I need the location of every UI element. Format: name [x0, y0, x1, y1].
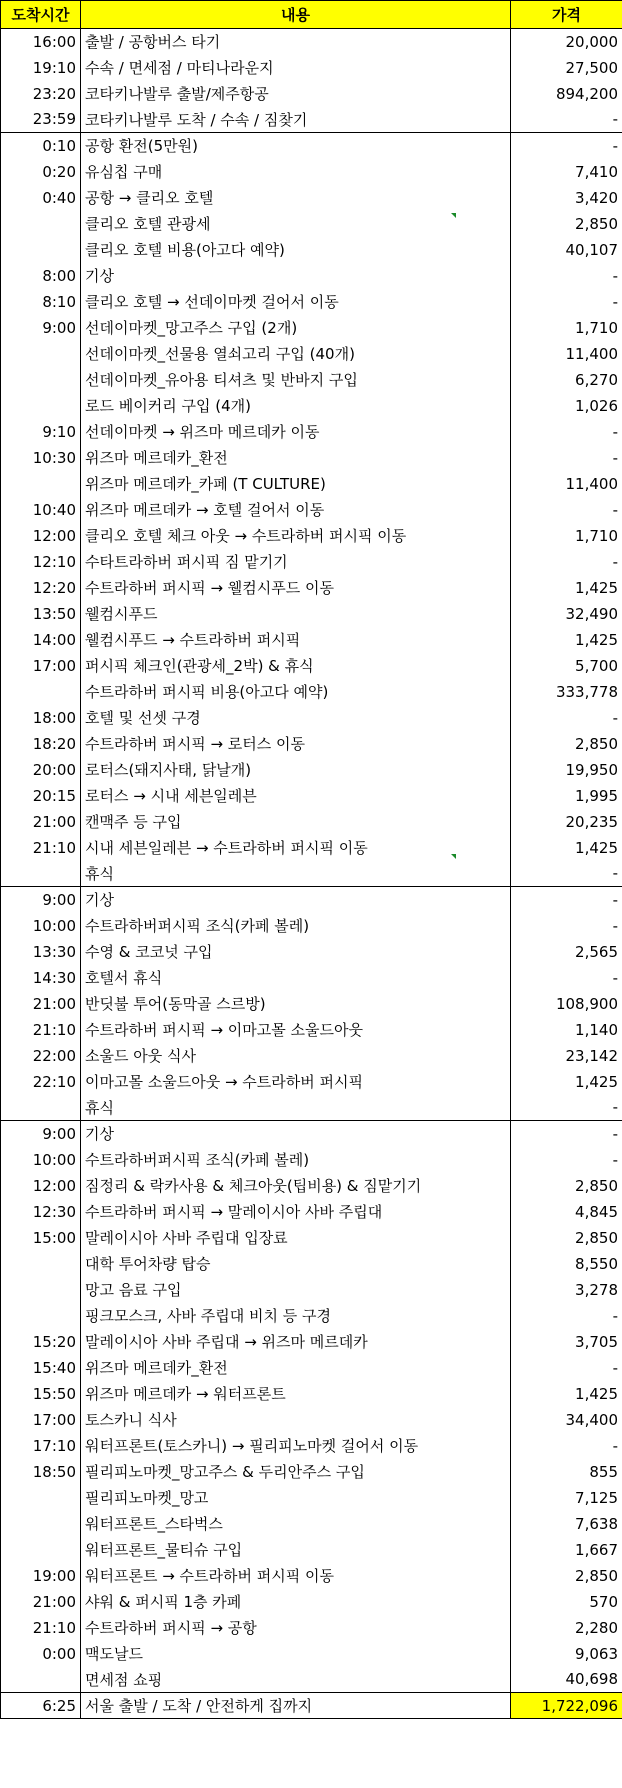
description-cell[interactable]: 웰컴시푸드 → 수트라하버 퍼시픽 — [81, 627, 511, 653]
arrival-time-cell[interactable]: 21:10 — [1, 1615, 81, 1641]
arrival-time-cell[interactable]: 14:00 — [1, 627, 81, 653]
price-cell[interactable]: - — [511, 913, 622, 939]
arrival-time-cell[interactable]: 18:00 — [1, 705, 81, 731]
description-cell[interactable]: 수트라하버퍼시픽 조식(카페 볼레) — [81, 913, 511, 939]
description-cell[interactable]: 공항 → 클리오 호텔 — [81, 185, 511, 211]
price-cell[interactable]: - — [511, 861, 622, 887]
description-cell[interactable]: 출발 / 공항버스 타기 — [81, 29, 511, 55]
table-row — [1, 289, 622, 315]
arrival-time-cell[interactable]: 19:00 — [1, 1563, 81, 1589]
arrival-time-cell[interactable]: 10:40 — [1, 497, 81, 523]
description-cell[interactable]: 수트라하버 퍼시픽 → 로터스 이동 — [81, 731, 511, 757]
description-cell[interactable]: 캔맥주 등 구입 — [81, 809, 511, 835]
price-cell[interactable]: 570 — [511, 1589, 622, 1615]
arrival-time-cell[interactable] — [1, 1667, 81, 1693]
description-cell[interactable]: 유심칩 구매 — [81, 159, 511, 185]
price-cell[interactable]: 1,026 — [511, 393, 622, 419]
table-row — [1, 471, 622, 497]
description-cell[interactable]: 로터스(돼지사태, 닭날개) — [81, 757, 511, 783]
arrival-time-cell[interactable] — [1, 1303, 81, 1329]
arrival-time-cell[interactable]: 22:10 — [1, 1069, 81, 1095]
table-row — [1, 1589, 622, 1615]
total-time-cell[interactable]: 6:25 — [1, 1693, 81, 1719]
description-cell[interactable]: 토스카니 식사 — [81, 1407, 511, 1433]
price-cell[interactable]: 1,425 — [511, 1069, 622, 1095]
description-cell[interactable]: 수트라하버 퍼시픽 → 웰컴시푸드 이동 — [81, 575, 511, 601]
table-row — [1, 913, 622, 939]
table-row — [1, 1537, 622, 1563]
table-row — [1, 809, 622, 835]
price-cell[interactable]: 19,950 — [511, 757, 622, 783]
table-row — [1, 1407, 622, 1433]
price-cell[interactable]: 2,850 — [511, 1173, 622, 1199]
price-cell[interactable]: - — [511, 107, 622, 133]
arrival-time-cell[interactable]: 23:20 — [1, 81, 81, 107]
table-row — [1, 1173, 622, 1199]
description-cell[interactable]: 위즈마 메르데카 → 워터프론트 — [81, 1381, 511, 1407]
table-row — [1, 419, 622, 445]
price-cell[interactable]: 7,125 — [511, 1485, 622, 1511]
description-cell[interactable]: 짐정리 & 락카사용 & 체크아웃(팁비용) & 짐맡기기 — [81, 1173, 511, 1199]
description-cell[interactable]: 위즈마 메르데카_환전 — [81, 1355, 511, 1381]
arrival-time-cell[interactable]: 22:00 — [1, 1043, 81, 1069]
price-cell[interactable]: - — [511, 1355, 622, 1381]
price-cell[interactable]: - — [511, 1147, 622, 1173]
total-row — [1, 1693, 622, 1719]
comment-marker — [451, 213, 456, 218]
arrival-time-cell[interactable]: 21:00 — [1, 991, 81, 1017]
arrival-time-cell[interactable]: 14:30 — [1, 965, 81, 991]
price-cell[interactable]: 6,270 — [511, 367, 622, 393]
price-cell[interactable]: 894,200 — [511, 81, 622, 107]
arrival-time-cell[interactable]: 9:10 — [1, 419, 81, 445]
price-cell[interactable]: 40,698 — [511, 1667, 622, 1693]
table-row — [1, 731, 622, 757]
table-row — [1, 1485, 622, 1511]
arrival-time-cell[interactable]: 9:00 — [1, 1121, 81, 1147]
arrival-time-cell[interactable]: 10:00 — [1, 913, 81, 939]
table-row — [1, 991, 622, 1017]
table-row — [1, 29, 622, 55]
description-cell[interactable]: 로드 베이커리 구입 (4개) — [81, 393, 511, 419]
price-cell[interactable]: - — [511, 289, 622, 315]
table-row — [1, 159, 622, 185]
description-cell[interactable]: 면세점 쇼핑 — [81, 1667, 511, 1693]
table-row — [1, 679, 622, 705]
table-row — [1, 887, 622, 913]
description-cell[interactable]: 워터프론트 → 수트라하버 퍼시픽 이동 — [81, 1563, 511, 1589]
price-cell[interactable]: - — [511, 497, 622, 523]
arrival-time-cell[interactable] — [1, 1511, 81, 1537]
price-cell[interactable]: 4,845 — [511, 1199, 622, 1225]
price-cell[interactable]: - — [511, 705, 622, 731]
table-row — [1, 367, 622, 393]
table-row — [1, 705, 622, 731]
description-cell[interactable]: 샤워 & 퍼시픽 1층 카페 — [81, 1589, 511, 1615]
table-row — [1, 237, 622, 263]
price-cell[interactable]: - — [511, 1121, 622, 1147]
table-row — [1, 107, 622, 133]
price-cell[interactable]: 1,710 — [511, 315, 622, 341]
price-cell[interactable]: 40,107 — [511, 237, 622, 263]
price-cell[interactable]: 20,235 — [511, 809, 622, 835]
table-row — [1, 757, 622, 783]
description-cell[interactable]: 반딧불 투어(동막골 스르방) — [81, 991, 511, 1017]
price-cell[interactable]: 1,667 — [511, 1537, 622, 1563]
price-cell[interactable]: - — [511, 263, 622, 289]
price-cell[interactable]: 27,500 — [511, 55, 622, 81]
description-cell[interactable]: 핑크모스크, 사바 주립대 비치 등 구경 — [81, 1303, 511, 1329]
arrival-time-cell[interactable]: 21:10 — [1, 1017, 81, 1043]
table-row — [1, 627, 622, 653]
description-cell[interactable]: 수트라하버 퍼시픽 → 이마고몰 소울드아웃 — [81, 1017, 511, 1043]
price-cell[interactable]: - — [511, 1095, 622, 1121]
price-cell[interactable]: 3,278 — [511, 1277, 622, 1303]
table-row — [1, 939, 622, 965]
description-cell[interactable]: 코타키나발루 도착 / 수속 / 짐찾기 — [81, 107, 511, 133]
description-cell[interactable]: 필리피노마켓_망고주스 & 두리안주스 구입 — [81, 1459, 511, 1485]
table-row — [1, 1017, 622, 1043]
description-cell[interactable]: 선데이마켓 → 위즈마 메르데카 이동 — [81, 419, 511, 445]
price-cell[interactable]: 2,850 — [511, 211, 622, 237]
description-cell[interactable]: 시내 세븐일레븐 → 수트라하버 퍼시픽 이동 — [81, 835, 511, 861]
table-row — [1, 1121, 622, 1147]
price-cell[interactable]: 11,400 — [511, 471, 622, 497]
arrival-time-cell[interactable]: 8:00 — [1, 263, 81, 289]
arrival-time-cell[interactable]: 0:20 — [1, 159, 81, 185]
arrival-time-cell[interactable]: 20:00 — [1, 757, 81, 783]
description-cell[interactable]: 위즈마 메르데카_카페 (T CULTURE) — [81, 471, 511, 497]
arrival-time-cell[interactable]: 18:50 — [1, 1459, 81, 1485]
description-cell[interactable]: 수트라하버 퍼시픽 → 말레이시아 사바 주립대 — [81, 1199, 511, 1225]
description-cell[interactable]: 위즈마 메르데카_환전 — [81, 445, 511, 471]
price-cell[interactable]: - — [511, 965, 622, 991]
price-cell[interactable]: 1,425 — [511, 1381, 622, 1407]
description-cell[interactable]: 이마고몰 소울드아웃 → 수트라하버 퍼시픽 — [81, 1069, 511, 1095]
table-row — [1, 575, 622, 601]
table-row — [1, 133, 622, 159]
arrival-time-cell[interactable]: 12:30 — [1, 1199, 81, 1225]
description-cell[interactable]: 수트라하버 퍼시픽 비용(아고다 예약) — [81, 679, 511, 705]
itinerary-rows — [1, 29, 622, 1719]
description-cell[interactable]: 말레이시아 사바 주립대 → 위즈마 메르데카 — [81, 1329, 511, 1355]
description-cell[interactable]: 워터프론트_물티슈 구입 — [81, 1537, 511, 1563]
description-cell[interactable]: 휴식 — [81, 861, 511, 887]
table-row — [1, 1199, 622, 1225]
price-cell[interactable]: - — [511, 1303, 622, 1329]
table-row — [1, 1433, 622, 1459]
table-row — [1, 185, 622, 211]
table-row — [1, 653, 622, 679]
description-cell[interactable]: 웰컴시푸드 — [81, 601, 511, 627]
arrival-time-cell[interactable] — [1, 471, 81, 497]
table-row — [1, 393, 622, 419]
description-cell[interactable]: 워터프론트(토스카니) → 필리피노마켓 걸어서 이동 — [81, 1433, 511, 1459]
arrival-time-cell[interactable]: 17:10 — [1, 1433, 81, 1459]
arrival-time-cell[interactable]: 0:00 — [1, 1641, 81, 1667]
price-cell[interactable]: 2,280 — [511, 1615, 622, 1641]
arrival-time-cell[interactable]: 18:20 — [1, 731, 81, 757]
price-cell[interactable]: 1,425 — [511, 627, 622, 653]
table-row — [1, 1277, 622, 1303]
arrival-time-cell[interactable]: 13:50 — [1, 601, 81, 627]
table-row — [1, 211, 622, 237]
table-row — [1, 1329, 622, 1355]
description-cell[interactable]: 말레이시아 사바 주립대 입장료 — [81, 1225, 511, 1251]
arrival-time-cell[interactable]: 21:00 — [1, 809, 81, 835]
description-cell[interactable]: 수속 / 면세점 / 마티나라운지 — [81, 55, 511, 81]
description-cell[interactable]: 공항 환전(5만원) — [81, 133, 511, 159]
table-row — [1, 1667, 622, 1693]
table-row — [1, 601, 622, 627]
arrival-time-cell[interactable] — [1, 237, 81, 263]
arrival-time-cell[interactable]: 12:00 — [1, 1173, 81, 1199]
description-cell[interactable]: 기상 — [81, 1121, 511, 1147]
table-row — [1, 1069, 622, 1095]
arrival-time-cell[interactable] — [1, 367, 81, 393]
description-cell[interactable]: 호텔 및 선셋 구경 — [81, 705, 511, 731]
table-row — [1, 1563, 622, 1589]
price-cell[interactable]: - — [511, 445, 622, 471]
arrival-time-cell[interactable]: 12:00 — [1, 523, 81, 549]
description-cell[interactable]: 수트라하버 퍼시픽 → 공항 — [81, 1615, 511, 1641]
table-row — [1, 81, 622, 107]
price-cell[interactable]: - — [511, 133, 622, 159]
table-row — [1, 1225, 622, 1251]
price-cell[interactable]: - — [511, 549, 622, 575]
arrival-time-cell[interactable] — [1, 1095, 81, 1121]
header-row — [1, 1, 622, 29]
description-cell[interactable]: 휴식 — [81, 1095, 511, 1121]
price-cell[interactable]: 1,140 — [511, 1017, 622, 1043]
table-row — [1, 1615, 622, 1641]
table-row — [1, 783, 622, 809]
price-cell[interactable]: - — [511, 419, 622, 445]
arrival-time-cell[interactable]: 23:59 — [1, 107, 81, 133]
arrival-time-cell[interactable] — [1, 341, 81, 367]
arrival-time-cell[interactable]: 8:10 — [1, 289, 81, 315]
table-row — [1, 445, 622, 471]
arrival-time-cell[interactable]: 15:50 — [1, 1381, 81, 1407]
table-row — [1, 315, 622, 341]
arrival-time-cell[interactable] — [1, 1537, 81, 1563]
table-row — [1, 549, 622, 575]
price-cell[interactable]: - — [511, 1433, 622, 1459]
arrival-time-cell[interactable]: 21:00 — [1, 1589, 81, 1615]
description-cell[interactable]: 기상 — [81, 263, 511, 289]
arrival-time-cell[interactable] — [1, 861, 81, 887]
table-row — [1, 1095, 622, 1121]
arrival-time-cell[interactable]: 0:40 — [1, 185, 81, 211]
price-cell[interactable]: 108,900 — [511, 991, 622, 1017]
description-cell[interactable]: 위즈마 메르데카 → 호텔 걸어서 이동 — [81, 497, 511, 523]
table-row — [1, 1511, 622, 1537]
total-description-cell[interactable]: 서울 출발 / 도착 / 안전하게 집까지 — [81, 1693, 511, 1719]
price-cell[interactable]: 32,490 — [511, 601, 622, 627]
arrival-time-cell[interactable]: 17:00 — [1, 653, 81, 679]
arrival-time-cell[interactable]: 12:10 — [1, 549, 81, 575]
price-cell[interactable]: 8,550 — [511, 1251, 622, 1277]
arrival-time-cell[interactable] — [1, 393, 81, 419]
description-cell[interactable]: 수영 & 코코넛 구입 — [81, 939, 511, 965]
price-cell[interactable]: - — [511, 887, 622, 913]
table-row — [1, 1459, 622, 1485]
arrival-time-cell[interactable]: 15:40 — [1, 1355, 81, 1381]
arrival-time-cell[interactable]: 19:10 — [1, 55, 81, 81]
arrival-time-cell[interactable]: 17:00 — [1, 1407, 81, 1433]
arrival-time-cell[interactable]: 20:15 — [1, 783, 81, 809]
price-cell[interactable]: 1,425 — [511, 575, 622, 601]
arrival-time-cell[interactable]: 10:00 — [1, 1147, 81, 1173]
arrival-time-cell[interactable] — [1, 1277, 81, 1303]
description-cell[interactable]: 클리오 호텔 비용(아고다 예약) — [81, 237, 511, 263]
table-row — [1, 263, 622, 289]
table-row — [1, 341, 622, 367]
price-cell[interactable]: 2,850 — [511, 1225, 622, 1251]
description-cell[interactable]: 선데이마켓_선물용 열쇠고리 구입 (40개) — [81, 341, 511, 367]
arrival-time-cell[interactable] — [1, 679, 81, 705]
description-cell[interactable]: 대학 투어차량 탑승 — [81, 1251, 511, 1277]
arrival-time-cell[interactable]: 21:10 — [1, 835, 81, 861]
arrival-time-cell[interactable]: 16:00 — [1, 29, 81, 55]
price-cell[interactable]: 2,565 — [511, 939, 622, 965]
table-row — [1, 1381, 622, 1407]
price-cell[interactable]: 7,410 — [511, 159, 622, 185]
description-cell[interactable]: 클리오 호텔 관광세 — [81, 211, 511, 237]
arrival-time-cell[interactable]: 0:10 — [1, 133, 81, 159]
arrival-time-cell[interactable] — [1, 1485, 81, 1511]
comment-marker — [451, 854, 456, 859]
price-cell[interactable]: 1,425 — [511, 835, 622, 861]
price-cell[interactable]: 9,063 — [511, 1641, 622, 1667]
description-cell[interactable]: 로터스 → 시내 세븐일레븐 — [81, 783, 511, 809]
table-row — [1, 55, 622, 81]
table-row — [1, 1043, 622, 1069]
arrival-time-cell[interactable] — [1, 1251, 81, 1277]
table-row — [1, 523, 622, 549]
price-cell[interactable]: 7,638 — [511, 1511, 622, 1537]
table-row — [1, 1355, 622, 1381]
description-cell[interactable]: 코타키나발루 출발/제주항공 — [81, 81, 511, 107]
total-price-cell[interactable]: 1,722,096 — [511, 1693, 622, 1719]
price-cell[interactable]: 11,400 — [511, 341, 622, 367]
arrival-time-cell[interactable]: 15:00 — [1, 1225, 81, 1251]
description-cell[interactable]: 필리피노마켓_망고 — [81, 1485, 511, 1511]
price-cell[interactable]: 1,995 — [511, 783, 622, 809]
description-cell[interactable]: 수타트라하버 퍼시픽 짐 맡기기 — [81, 549, 511, 575]
price-cell[interactable]: 20,000 — [511, 29, 622, 55]
description-cell[interactable]: 망고 음료 구입 — [81, 1277, 511, 1303]
description-cell[interactable]: 선데이마켓_유아용 티셔츠 및 반바지 구입 — [81, 367, 511, 393]
table-row — [1, 1303, 622, 1329]
table-row — [1, 497, 622, 523]
price-cell[interactable]: 333,778 — [511, 679, 622, 705]
description-cell[interactable]: 클리오 호텔 체크 아웃 → 수트라하버 퍼시픽 이동 — [81, 523, 511, 549]
description-cell[interactable]: 퍼시픽 체크인(관광세_2박) & 휴식 — [81, 653, 511, 679]
description-cell[interactable]: 호텔서 휴식 — [81, 965, 511, 991]
description-cell[interactable]: 워터프론트_스타벅스 — [81, 1511, 511, 1537]
header-description[interactable]: 내용 — [81, 1, 511, 29]
price-cell[interactable]: 2,850 — [511, 1563, 622, 1589]
price-cell[interactable]: 34,400 — [511, 1407, 622, 1433]
table-row — [1, 1251, 622, 1277]
price-cell[interactable]: 1,710 — [511, 523, 622, 549]
header-price[interactable]: 가격 — [511, 1, 622, 29]
description-cell[interactable]: 수트라하버퍼시픽 조식(카페 볼레) — [81, 1147, 511, 1173]
table-row — [1, 965, 622, 991]
description-cell[interactable]: 기상 — [81, 887, 511, 913]
price-cell[interactable]: 5,700 — [511, 653, 622, 679]
arrival-time-cell[interactable] — [1, 211, 81, 237]
price-cell[interactable]: 3,705 — [511, 1329, 622, 1355]
price-cell[interactable]: 23,142 — [511, 1043, 622, 1069]
table-row — [1, 861, 622, 887]
table-row — [1, 1641, 622, 1667]
arrival-time-cell[interactable]: 12:20 — [1, 575, 81, 601]
description-cell[interactable]: 맥도날드 — [81, 1641, 511, 1667]
price-cell[interactable]: 2,850 — [511, 731, 622, 757]
table-row — [1, 1147, 622, 1173]
description-cell[interactable]: 소울드 아웃 식사 — [81, 1043, 511, 1069]
arrival-time-cell[interactable]: 9:00 — [1, 887, 81, 913]
price-cell[interactable]: 855 — [511, 1459, 622, 1485]
header-time[interactable]: 도착시간 — [1, 1, 81, 29]
description-cell[interactable]: 클리오 호텔 → 선데이마켓 걸어서 이동 — [81, 289, 511, 315]
table-row — [1, 835, 622, 861]
arrival-time-cell[interactable]: 10:30 — [1, 445, 81, 471]
price-cell[interactable]: 3,420 — [511, 185, 622, 211]
description-cell[interactable]: 선데이마켓_망고주스 구입 (2개) — [81, 315, 511, 341]
arrival-time-cell[interactable]: 9:00 — [1, 315, 81, 341]
arrival-time-cell[interactable]: 15:20 — [1, 1329, 81, 1355]
arrival-time-cell[interactable]: 13:30 — [1, 939, 81, 965]
